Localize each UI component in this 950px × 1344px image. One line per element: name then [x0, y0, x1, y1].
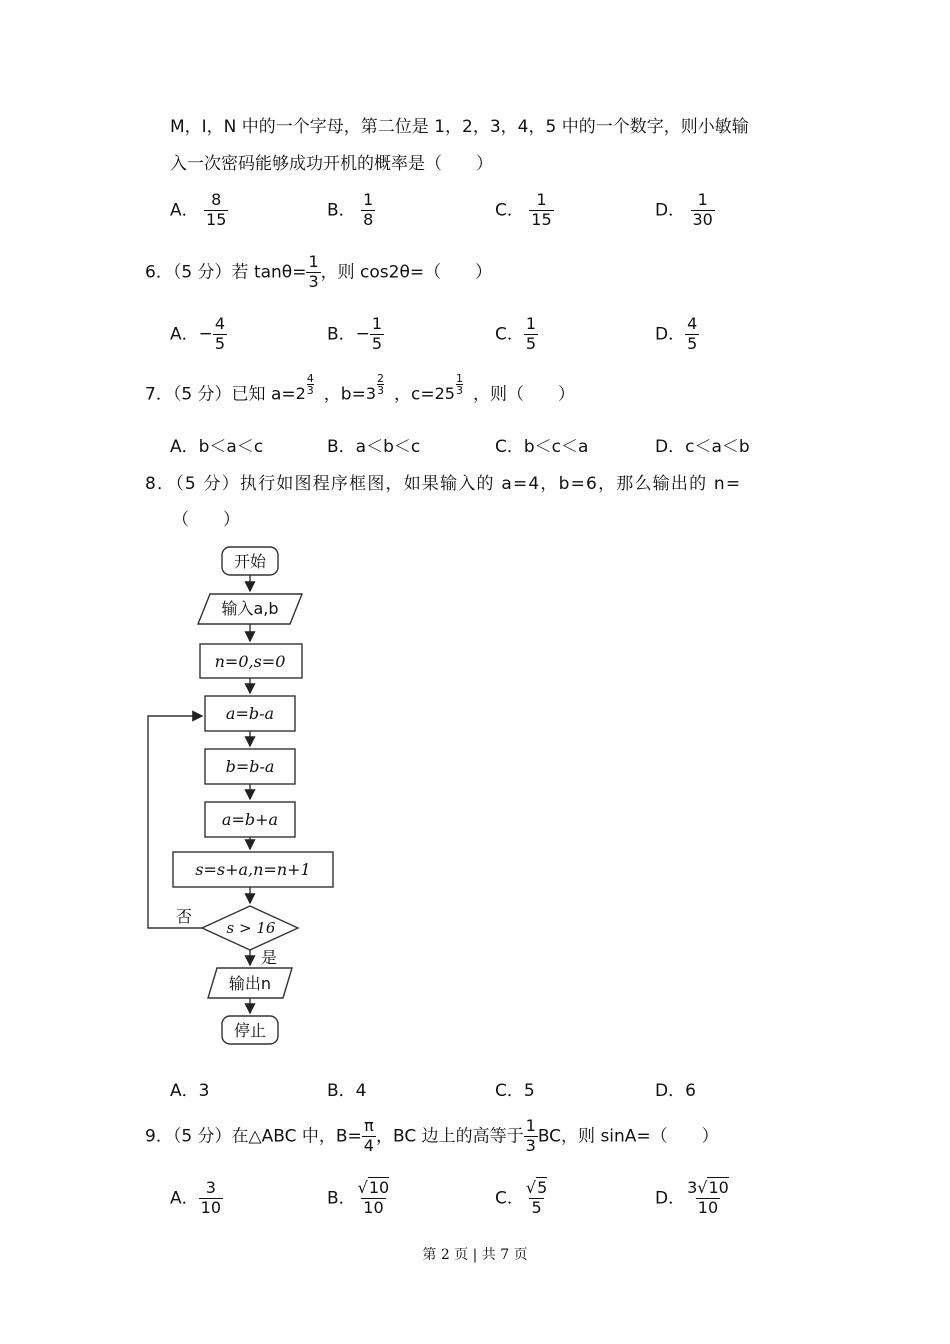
option-label: B．	[327, 437, 356, 457]
option-fraction: $\frac{4}{5}$	[214, 314, 226, 353]
option-label: C．	[495, 324, 524, 345]
q6-suffix: ，则 cos2θ=（ ）	[320, 262, 493, 283]
option-label: C．	[495, 200, 524, 221]
q6-prefix: 6．（5 分）若 tanθ=	[145, 262, 307, 283]
flowchart	[130, 535, 370, 1055]
option-label: A．	[170, 437, 199, 457]
option-label: C．	[495, 1188, 524, 1209]
q7-b-power: 3 2 3	[365, 371, 385, 403]
page-footer: 第 2 页 | 共 7 页	[422, 1247, 528, 1263]
q6-fraction: $\frac{1}{3}$	[308, 252, 319, 291]
option-fraction: $\frac{3}{10}$	[200, 1178, 221, 1217]
flowchart-start-label: 开始	[233, 552, 267, 571]
q9-mid: ，BC 边上的高等于	[375, 1126, 524, 1147]
q8-option-b[interactable]	[327, 1083, 367, 1100]
sqrt-icon: √10	[357, 1178, 390, 1197]
option-fraction: $\frac{3√10}{10}$	[687, 1178, 729, 1217]
flowchart-stop-label: 停止	[233, 1021, 267, 1040]
q9-prefix: 9．（5 分）在△ABC 中，B=	[145, 1126, 362, 1147]
flowchart-loop-arrow	[148, 716, 202, 928]
option-fraction: $\frac{1}{5}$	[525, 314, 537, 353]
q9-stem	[145, 1118, 719, 1155]
q7-a-power: 2 4 3	[295, 371, 314, 403]
option-label: B．	[327, 1081, 356, 1101]
q7-option-c[interactable]	[495, 439, 588, 456]
q9-option-d[interactable]	[655, 1180, 731, 1217]
q7-option-a[interactable]	[170, 439, 263, 456]
flowchart-step2-label: b=b-a	[225, 757, 275, 776]
option-fraction: $\frac{√10}{10}$	[357, 1178, 390, 1217]
option-label: A．	[170, 200, 199, 221]
option-label: D．	[655, 437, 686, 457]
flowchart-no-label: 否	[175, 907, 193, 926]
option-text: 5	[523, 1081, 535, 1101]
q7-suffix: ，则（ ）	[472, 384, 575, 405]
q5-option-d[interactable]	[655, 192, 715, 229]
q5-option-c[interactable]	[495, 192, 554, 229]
option-text: c＜a＜b	[685, 437, 750, 457]
option-text: a＜b＜c	[355, 437, 421, 457]
q6-stem	[145, 254, 492, 291]
flowchart-yes-label: 是	[260, 948, 278, 967]
option-label: D．	[655, 200, 686, 221]
option-label: B．	[327, 200, 356, 221]
flowchart-step4-label: s=s+a,n=n+1	[195, 860, 311, 879]
q9-angle-fraction: $\frac{\pi}{4}$	[363, 1116, 374, 1155]
q9-option-c[interactable]	[495, 1180, 549, 1217]
flowchart-step3-label: a=b+a	[221, 810, 279, 829]
option-label: A．	[170, 324, 199, 345]
option-label: D．	[655, 1081, 686, 1101]
option-label: D．	[655, 324, 686, 345]
option-sign: −	[198, 323, 213, 344]
q9-option-b[interactable]	[327, 1180, 391, 1217]
option-fraction: $\frac{1}{15}$	[531, 190, 552, 229]
q7-prefix: 7．（5 分）已知 a=	[145, 384, 296, 405]
option-label: A．	[170, 1188, 199, 1209]
q8-line1: 8．（5 分）执行如图程序框图，如果输入的 a=4，b=6，那么输出的 n=	[145, 474, 742, 494]
q5-option-b[interactable]	[327, 192, 375, 229]
q6-option-c[interactable]	[495, 316, 538, 353]
flowchart-step1-label: a=b-a	[225, 704, 275, 723]
option-fraction: $\frac{1}{8}$	[363, 190, 374, 229]
option-fraction: $\frac{1}{30}$	[692, 190, 713, 229]
q8-option-c[interactable]	[495, 1083, 535, 1100]
option-fraction: $\frac{1}{5}$	[371, 314, 383, 353]
option-fraction: $\frac{√5}{5}$	[525, 1178, 548, 1217]
q8-option-a[interactable]	[170, 1083, 209, 1100]
option-label: B．	[327, 324, 356, 345]
sqrt-icon: √5	[525, 1178, 548, 1197]
option-fraction: $\frac{8}{15}$	[206, 190, 227, 229]
q7-option-b[interactable]	[327, 439, 420, 456]
q7-c-power: 25 1 3	[434, 371, 463, 403]
q5-option-a[interactable]	[170, 192, 228, 229]
q5-line2: 入一次密码能够成功开机的概率是（ ）	[170, 154, 493, 174]
option-label: C．	[495, 1081, 524, 1101]
q8-option-d[interactable]	[655, 1083, 696, 1100]
sqrt-icon: √10	[697, 1178, 729, 1197]
q7-stem	[145, 371, 575, 405]
q6-option-a[interactable]	[170, 316, 227, 353]
q6-option-d[interactable]	[655, 316, 699, 353]
option-label: C．	[495, 437, 524, 457]
q7-c-text: ，c=	[394, 384, 435, 405]
flowchart-input-label: 输入a,b	[221, 599, 279, 618]
option-label: B．	[327, 1188, 356, 1209]
option-text: b＜c＜a	[523, 437, 589, 457]
option-label: D．	[655, 1188, 686, 1209]
q9-option-a[interactable]	[170, 1180, 223, 1217]
option-text: 6	[685, 1081, 696, 1101]
q8-line2: （ ）	[172, 510, 240, 530]
flowchart-condition-label: s > 16	[226, 919, 276, 937]
q9-suffix: BC，则 sinA=（ ）	[537, 1126, 719, 1147]
option-fraction: $\frac{4}{5}$	[687, 314, 698, 353]
option-text: 3	[198, 1081, 210, 1101]
q5-line1: M，I，N 中的一个字母，第二位是 1，2，3，4，5 中的一个数字，则小敏输	[170, 117, 749, 137]
option-text: b＜a＜c	[198, 437, 264, 457]
q6-option-b[interactable]	[327, 316, 384, 353]
flowchart-output-label: 输出n	[228, 974, 272, 993]
q7-b-text: ，b=	[323, 384, 366, 405]
q9-height-fraction: $\frac{1}{3}$	[525, 1116, 536, 1155]
flowchart-init-label: n=0,s=0	[214, 652, 286, 671]
q7-option-d[interactable]	[655, 439, 750, 456]
option-label: A．	[170, 1081, 199, 1101]
option-sign: −	[355, 323, 370, 344]
option-text: 4	[355, 1081, 367, 1101]
